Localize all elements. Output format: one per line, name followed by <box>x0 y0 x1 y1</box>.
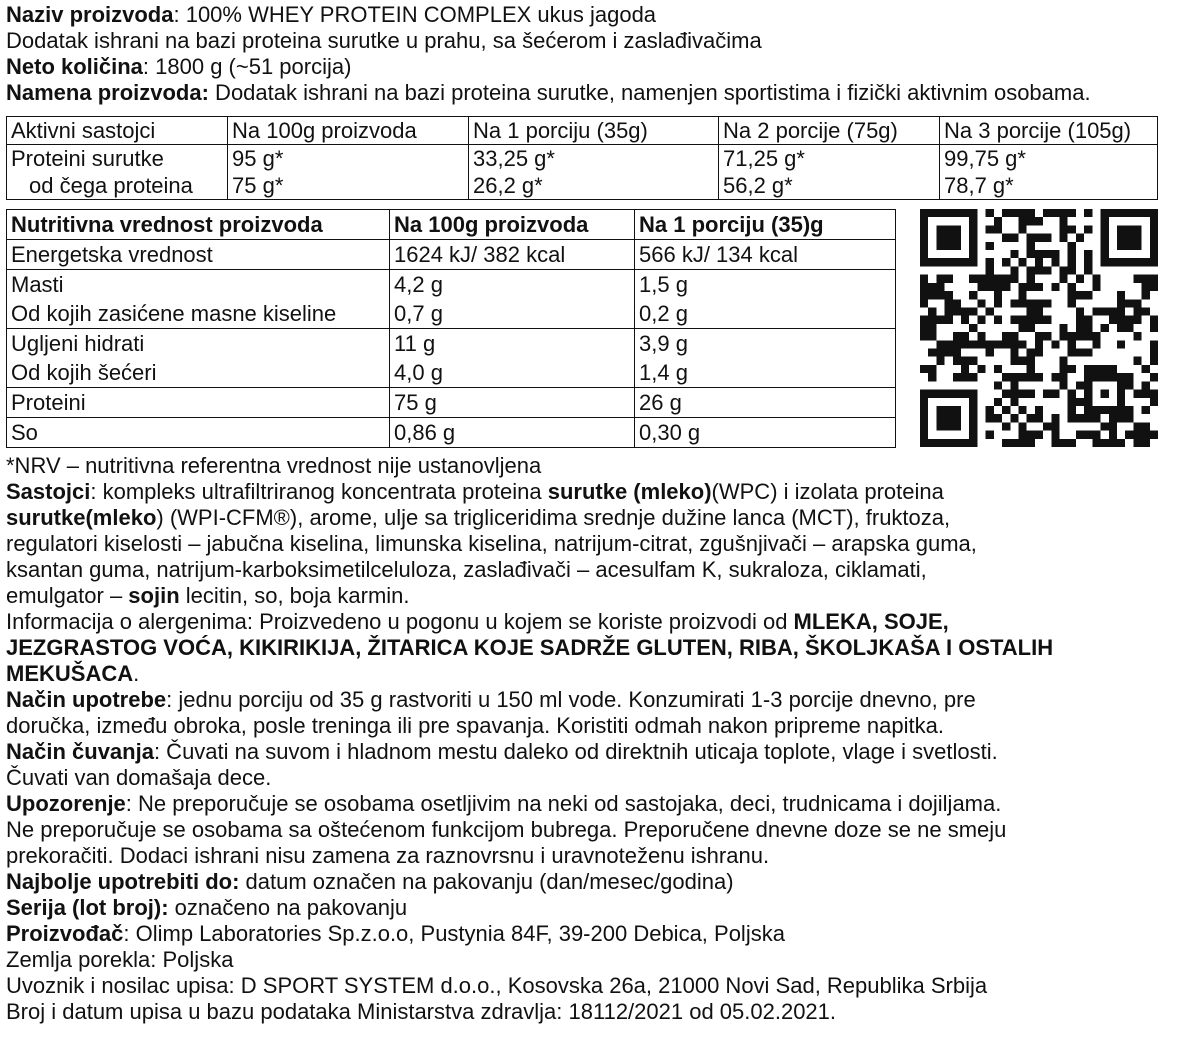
ingredients-label: Sastojci <box>6 479 91 504</box>
net-quantity-line <box>6 54 1190 80</box>
importer-line: Uvoznik i nosilac upisa: D SPORT SYSTEM d.o.o., Kosovska 26a, 21000 Novi Sad, Republika Srbija <box>6 973 988 998</box>
table-header-cell: Na 100g proizvoda <box>228 117 469 145</box>
cell-text: Od kojih zasićene masne kiseline <box>11 301 337 326</box>
purpose-value: Dodatak ishrani na bazi proteina surutke, namenjen sportistima i fizički aktivnim osobama. <box>208 80 1091 105</box>
cell-text: 11 g <box>394 331 436 356</box>
product-name-value: : 100% WHEY PROTEIN COMPLEX ukus jagoda <box>173 2 657 27</box>
cell-text: 3,9 g <box>639 331 688 356</box>
table-cell <box>7 329 390 388</box>
cell-text: 99,75 g* <box>944 146 1026 171</box>
cell-text: 26,2 g* <box>473 173 543 198</box>
table-cell <box>7 270 390 329</box>
cell-text: 56,2 g* <box>723 173 793 198</box>
table-row <box>7 145 1158 200</box>
table-row <box>7 329 896 388</box>
storage-line-1 <box>6 739 1190 765</box>
allergen-line-1 <box>6 609 1190 635</box>
usage-line-2: doručka, između obroka, posle treninga ili pre spavanja. Koristiti odmah nakon pripreme napitka. <box>6 713 944 738</box>
origin-line: Zemlja porekla: Poljska <box>6 947 234 972</box>
cell-text: 4,0 g <box>394 360 443 385</box>
ingredients-text: ) (WPI-CFM®), arome, ulje sa trigliceridima srednje dužine lanca (MCT), fruktoza, <box>156 505 951 530</box>
cell-text: 0,7 g <box>394 301 443 326</box>
cell-text: Masti <box>11 272 64 297</box>
table-cell: 566 kJ/ 134 kcal <box>635 240 896 270</box>
nrv-footnote: *NRV – nutritivna referentna vrednost nije ustanovljena <box>6 453 542 478</box>
usage-text: : jednu porciju od 35 g rastvoriti u 150 ml vode. Konzumirati 1-3 porcije dnevno, pre <box>166 687 976 712</box>
warning-label: Upozorenje <box>6 791 126 816</box>
allergen-text: Informacija o alergenima: Proizvedeno u pogonu u kojem se koriste proizvodi od <box>6 609 794 634</box>
cell-text: Od kojih šećeri <box>11 360 157 385</box>
table-header-cell: Na 100g proizvoda <box>390 210 635 240</box>
table-cell <box>390 329 635 388</box>
table-cell <box>469 145 719 200</box>
table-row <box>7 418 896 448</box>
ingredients-text: emulgator – <box>6 583 129 608</box>
table-header-cell: Na 1 porciju (35)g <box>635 210 896 240</box>
ingredients-line-2 <box>6 505 1190 531</box>
product-description: Dodatak ishrani na bazi proteina surutke u prahu, sa šećerom i zaslađivačima <box>6 28 762 53</box>
table-header-cell: Nutritivna vrednost proizvoda <box>7 210 390 240</box>
producer-label: Proizvođač <box>6 921 124 946</box>
allergen-line-3 <box>6 661 1190 687</box>
best-before-line <box>6 869 1190 895</box>
cell-text: Ugljeni hidrati <box>11 331 145 356</box>
lot-value: označeno na pakovanju <box>168 895 408 920</box>
warning-line-1 <box>6 791 1190 817</box>
table-cell: 75 g <box>390 388 635 418</box>
cell-text: od čega proteina <box>29 173 193 198</box>
cell-text: 75 g* <box>232 173 284 198</box>
table-cell: Energetska vrednost <box>7 240 390 270</box>
table-header-cell: Na 3 porcije (105g) <box>940 117 1158 145</box>
net-quantity-value: : 1800 g (~51 porcija) <box>142 54 352 79</box>
purpose-line <box>6 80 1146 106</box>
table-cell <box>390 270 635 329</box>
lot-label: Serija (lot broj): <box>6 895 169 920</box>
table-cell: So <box>7 418 390 448</box>
cell-text: 1,4 g <box>639 360 688 385</box>
ingredients-line-1 <box>6 479 1190 505</box>
cell-text: 71,25 g* <box>723 146 805 171</box>
registry-line: Broj i datum upisa u bazu podataka Ministarstva zdravlja: 18112/2021 od 05.02.2021. <box>6 999 837 1024</box>
ingredients-text: lecitin, so, boja karmin. <box>179 583 410 608</box>
table-cell <box>719 145 940 200</box>
nutrition-section <box>6 209 1190 449</box>
producer-line <box>6 921 1190 947</box>
table-row <box>7 240 896 270</box>
ingredients-line-3: regulatori kiselosti – jabučna kiselina, limunska kiselina, natrijum-citrat, zgušnjivači – arapska guma, <box>6 531 977 556</box>
table-header-cell: Na 1 porciju (35g) <box>469 117 719 145</box>
ingredients-line-5 <box>6 583 1190 609</box>
cell-text: 78,7 g* <box>944 173 1014 198</box>
allergen-emphasis: MLEKA, SOJE, <box>793 609 949 634</box>
ingredients-text: : kompleks ultrafiltriranog koncentrata proteina <box>90 479 548 504</box>
producer-value: : Olimp Laboratories Sp.z.o.o, Pustynia 84F, 39-200 Debica, Poljska <box>123 921 785 946</box>
table-header-row <box>7 210 896 240</box>
product-name-label: Naziv proizvoda <box>6 2 174 27</box>
storage-label: Način čuvanja <box>6 739 154 764</box>
usage-label: Način upotrebe <box>6 687 167 712</box>
best-before-value: datum označen na pakovanju (dan/mesec/godina) <box>239 869 734 894</box>
nutrition-table <box>6 209 896 448</box>
warning-line-3: prekoračiti. Dodaci ishrani nisu zamena za raznovrsnu i uravnoteženu ishranu. <box>6 843 770 868</box>
allergen-emphasis: JEZGRASTOG VOĆA, KIKIRIKIJA, ŽITARICA KOJE SADRŽE GLUTEN, RIBA, ŠKOLJKAŠA I OSTALIH <box>6 635 1054 660</box>
allergen-emphasis: surutke(mleko <box>6 505 157 530</box>
cell-text: 4,2 g <box>394 272 443 297</box>
best-before-label: Najbolje upotrebiti do: <box>6 869 240 894</box>
storage-line-2: Čuvati van domašaja dece. <box>6 765 272 790</box>
table-cell <box>635 270 896 329</box>
product-name-line <box>6 2 1190 28</box>
table-header-cell: Na 2 porcije (75g) <box>719 117 940 145</box>
table-cell: 26 g <box>635 388 896 418</box>
table-cell: 0,30 g <box>635 418 896 448</box>
warning-line-2: Ne preporučuje se osobama sa oštećenom funkcijom bubrega. Preporučene dnevne doze se ne smeju <box>6 817 1007 842</box>
table-cell: Proteini <box>7 388 390 418</box>
net-quantity-label: Neto količina <box>6 54 143 79</box>
qr-code-icon <box>920 209 1158 447</box>
cell-text: Proteini surutke <box>11 146 164 171</box>
table-cell <box>228 145 469 200</box>
ingredients-line-4: ksantan guma, natrijum-karboksimetilceluloza, zaslađivači – acesulfam K, sukraloza, ciklamati, <box>6 557 927 582</box>
warning-text: : Ne preporučuje se osobama osetljivim na neki od sastojaka, deci, trudnicama i dojiljama. <box>125 791 1002 816</box>
table-cell <box>635 329 896 388</box>
storage-text: : Čuvati na suvom i hladnom mestu daleko od direktnih uticaja toplote, vlage i svetlosti. <box>153 739 998 764</box>
purpose-label: Namena proizvoda: <box>6 80 209 105</box>
ingredients-text: (WPC) i izolata proteina <box>711 479 944 504</box>
active-ingredients-table <box>6 116 1158 200</box>
usage-line-1 <box>6 687 1190 713</box>
label-document <box>6 2 1190 1025</box>
cell-text: 0,2 g <box>639 301 688 326</box>
table-cell <box>940 145 1158 200</box>
table-row <box>7 270 896 329</box>
table-header-cell: Aktivni sastojci <box>7 117 228 145</box>
table-row <box>7 388 896 418</box>
table-cell: 0,86 g <box>390 418 635 448</box>
table-cell: 1624 kJ/ 382 kcal <box>390 240 635 270</box>
allergen-text: . <box>133 661 140 686</box>
cell-text: 95 g* <box>232 146 284 171</box>
allergen-emphasis: sojin <box>128 583 180 608</box>
allergen-line-2 <box>6 635 1190 661</box>
cell-text: 1,5 g <box>639 272 688 297</box>
lot-line <box>6 895 1190 921</box>
cell-text: 33,25 g* <box>473 146 555 171</box>
allergen-emphasis: surutke (mleko) <box>547 479 712 504</box>
table-cell <box>7 145 228 200</box>
allergen-emphasis: MEKUŠACA <box>6 661 134 686</box>
table-header-row <box>7 117 1158 145</box>
